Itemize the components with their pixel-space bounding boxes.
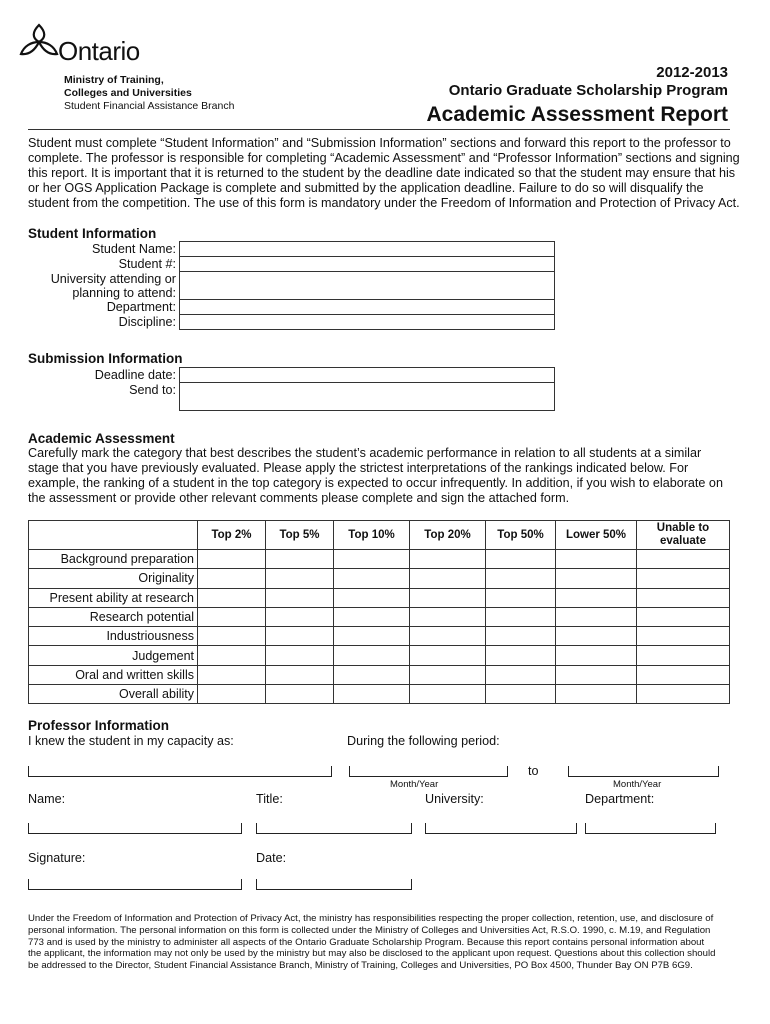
rating-cell-top50[interactable] <box>486 665 556 684</box>
capacity-tick-right <box>331 766 332 777</box>
rating-cell-lower50[interactable] <box>556 588 637 607</box>
trillium-logo-icon <box>18 22 60 64</box>
student-info-table <box>28 241 555 330</box>
rating-cell-top10[interactable] <box>334 627 410 646</box>
date-field[interactable] <box>256 889 411 890</box>
rating-cell-top20[interactable] <box>410 665 486 684</box>
university-field[interactable] <box>180 272 555 300</box>
col-top2: Top 2% <box>198 521 266 550</box>
rating-cell-top2[interactable] <box>198 607 266 626</box>
rating-cell-top5[interactable] <box>266 646 334 665</box>
col-lower50: Lower 50% <box>556 521 637 550</box>
title-field[interactable] <box>256 833 411 834</box>
criterion-label: Overall ability <box>29 685 198 704</box>
student-name-field[interactable] <box>180 242 555 257</box>
rating-cell-top20[interactable] <box>410 588 486 607</box>
date-label: Date: <box>256 851 287 865</box>
department-field-prof[interactable] <box>585 833 715 834</box>
rating-cell-top10[interactable] <box>334 646 410 665</box>
student-number-label: Student #: <box>28 257 180 272</box>
month-year-label-1: Month/Year <box>390 779 439 790</box>
name-field[interactable] <box>28 833 241 834</box>
title-tick-right <box>411 823 412 834</box>
rating-cell-top5[interactable] <box>266 588 334 607</box>
name-label: Name: <box>28 792 66 806</box>
rating-cell-top20[interactable] <box>410 627 486 646</box>
department-row <box>28 300 555 315</box>
period-to-field[interactable] <box>568 776 718 777</box>
table-row <box>29 588 730 607</box>
capacity-field[interactable] <box>28 776 331 777</box>
rating-cell-top20[interactable] <box>410 646 486 665</box>
rating-cell-top5[interactable] <box>266 569 334 588</box>
capacity-label: I knew the student in my capacity as: <box>28 734 234 748</box>
rating-cell-unable[interactable] <box>637 588 730 607</box>
table-row <box>29 646 730 665</box>
university-label <box>28 272 180 300</box>
student-number-row <box>28 257 555 272</box>
rating-cell-top50[interactable] <box>486 569 556 588</box>
rating-cell-top2[interactable] <box>198 685 266 704</box>
table-row <box>29 685 730 704</box>
table-row <box>29 550 730 569</box>
rating-cell-top50[interactable] <box>486 607 556 626</box>
rating-cell-lower50[interactable] <box>556 685 637 704</box>
col-unable-2: evaluate <box>659 535 707 547</box>
deadline-field[interactable] <box>180 368 555 383</box>
deadline-row <box>28 368 555 383</box>
criterion-label: Background preparation <box>29 550 198 569</box>
assessment-grid <box>28 520 730 704</box>
department-tick-right <box>715 823 716 834</box>
university-tick-right <box>576 823 577 834</box>
criterion-label: Industriousness <box>29 627 198 646</box>
rating-cell-top20[interactable] <box>410 685 486 704</box>
rating-cell-unable[interactable] <box>637 685 730 704</box>
criterion-label: Present ability at research <box>29 588 198 607</box>
form-year: 2012-2013 <box>656 64 728 81</box>
rating-cell-top10[interactable] <box>334 685 410 704</box>
table-row <box>29 569 730 588</box>
rating-cell-lower50[interactable] <box>556 646 637 665</box>
rating-cell-top2[interactable] <box>198 569 266 588</box>
student-name-row <box>28 242 555 257</box>
rating-cell-top5[interactable] <box>266 665 334 684</box>
deadline-label: Deadline date: <box>28 368 180 383</box>
university-label-prof: University: <box>425 792 484 806</box>
academic-heading: Academic Assessment <box>28 431 175 446</box>
grid-body <box>29 550 730 704</box>
signature-field[interactable] <box>28 889 241 890</box>
submission-info-heading: Submission Information <box>28 351 183 366</box>
rating-cell-top5[interactable] <box>266 607 334 626</box>
signature-tick-right <box>241 879 242 890</box>
ministry-line-3: Student Financial Assistance Branch <box>64 100 235 112</box>
program-name: Ontario Graduate Scholarship Program <box>448 82 728 99</box>
discipline-label: Discipline: <box>28 315 180 330</box>
student-info-heading: Student Information <box>28 226 157 241</box>
rating-cell-unable[interactable] <box>637 665 730 684</box>
grid-corner <box>29 521 198 550</box>
table-row <box>29 665 730 684</box>
department-label: Department: <box>28 300 180 315</box>
professor-heading: Professor Information <box>28 718 170 733</box>
rating-cell-top10[interactable] <box>334 607 410 626</box>
criterion-label: Research potential <box>29 607 198 626</box>
send-to-field[interactable] <box>180 383 555 411</box>
period-from-tick-right <box>507 766 508 777</box>
rating-cell-unable[interactable] <box>637 569 730 588</box>
rating-cell-top2[interactable] <box>198 665 266 684</box>
ministry-block <box>64 74 234 113</box>
signature-label: Signature: <box>28 851 86 865</box>
privacy-footer: Under the Freedom of Information and Protection of Privacy Act, the ministry has responsibilities respecting the proper collection, retention, use, and disclosure of personal information. The personal information on this form is collected under the Ministry of Colleges and Universities Act, R.S.O. 1990, c. M.19, and Regulation 773 and is used by the ministry to administer all aspects of the Ontario Graduate Scholarship Program. Because this report contains personal information about the applicant, the information may not only be used by the ministry but may also be disclosed to the applicant upon request. Questions about this collection should be addressed to the Director, Student Financial Assistance Branch, Ministry of Training, Colleges and Universities, PO Box 4500, Thunder Bay ON P7B 6G9. <box>28 913 716 972</box>
date-tick-right <box>411 879 412 890</box>
rating-cell-top5[interactable] <box>266 627 334 646</box>
student-number-field[interactable] <box>180 257 555 272</box>
university-field-prof[interactable] <box>425 833 576 834</box>
col-unable-1: Unable to <box>656 522 710 534</box>
university-row <box>28 272 555 300</box>
rating-cell-unable[interactable] <box>637 550 730 569</box>
rating-cell-unable[interactable] <box>637 607 730 626</box>
period-label: During the following period: <box>347 734 500 748</box>
rating-cell-top20[interactable] <box>410 550 486 569</box>
period-to-tick-right <box>718 766 719 777</box>
submission-info-table <box>28 367 555 411</box>
criterion-label: Oral and written skills <box>29 665 198 684</box>
academic-instructions: Carefully mark the category that best describes the student’s academic performance in relation to all students at a similar stage that you have previously evaluated. Please apply the strictest interpretations of the rankings indicated below. For example, the ranking of a student in the top category is expected to occur infrequently. In addition, if you wish to elaborate on the assessment or provide other relevant comments please complete and sign the attached form. <box>28 446 723 505</box>
col-top20: Top 20% <box>410 521 486 550</box>
rating-cell-unable[interactable] <box>637 646 730 665</box>
col-top10: Top 10% <box>334 521 410 550</box>
student-name-label: Student Name: <box>28 242 180 257</box>
form-header <box>426 64 728 128</box>
grid-header-row <box>29 521 730 550</box>
rating-cell-top2[interactable] <box>198 588 266 607</box>
col-unable <box>637 521 730 550</box>
rating-cell-top5[interactable] <box>266 550 334 569</box>
header-divider <box>28 129 730 130</box>
rating-cell-unable[interactable] <box>637 627 730 646</box>
period-from-field[interactable] <box>349 776 507 777</box>
rating-cell-top50[interactable] <box>486 646 556 665</box>
rating-cell-top5[interactable] <box>266 685 334 704</box>
rating-cell-lower50[interactable] <box>556 627 637 646</box>
send-to-row <box>28 383 555 411</box>
title-label: Title: <box>256 792 283 806</box>
rating-cell-top50[interactable] <box>486 685 556 704</box>
rating-cell-top10[interactable] <box>334 550 410 569</box>
rating-cell-top10[interactable] <box>334 588 410 607</box>
col-top5: Top 5% <box>266 521 334 550</box>
discipline-row <box>28 315 555 330</box>
table-row <box>29 607 730 626</box>
name-tick-right <box>241 823 242 834</box>
month-year-label-2: Month/Year <box>613 779 662 790</box>
department-field[interactable] <box>180 300 555 315</box>
logo-text: Ontario <box>58 36 140 66</box>
ministry-line-2: Colleges and Universities <box>64 87 192 99</box>
rating-cell-top20[interactable] <box>410 607 486 626</box>
criterion-label: Judgement <box>29 646 198 665</box>
discipline-field[interactable] <box>180 315 555 330</box>
university-label-2: planning to attend: <box>72 285 176 300</box>
rating-cell-top10[interactable] <box>334 569 410 588</box>
rating-cell-lower50[interactable] <box>556 569 637 588</box>
rating-cell-top10[interactable] <box>334 665 410 684</box>
ministry-line-1: Ministry of Training, <box>64 74 164 86</box>
rating-cell-top50[interactable] <box>486 588 556 607</box>
table-row <box>29 627 730 646</box>
rating-cell-top50[interactable] <box>486 627 556 646</box>
criterion-label: Originality <box>29 569 198 588</box>
col-top50: Top 50% <box>486 521 556 550</box>
rating-cell-top50[interactable] <box>486 550 556 569</box>
rating-cell-top2[interactable] <box>198 627 266 646</box>
send-to-label: Send to: <box>28 383 180 411</box>
department-label-prof: Department: <box>585 792 655 806</box>
rating-cell-top2[interactable] <box>198 550 266 569</box>
period-to-label: to <box>528 764 539 778</box>
intro-text: Student must complete “Student Information” and “Submission Information” sections and forward this report to the professor to complete. The professor is responsible for completing “Academic Assessment” and “Professor Information” sections and signing this report. It is important that it is returned to the student by the deadline date indicated so that the student may ensure that his or her OGS Application Package is complete and submitted by the application deadline. Failure to do so will disqualify the student from the competition. The use of this form is mandatory under the Freedom of Information and Protection of Privacy Act. <box>28 136 740 210</box>
rating-cell-top2[interactable] <box>198 646 266 665</box>
rating-cell-lower50[interactable] <box>556 665 637 684</box>
rating-cell-lower50[interactable] <box>556 550 637 569</box>
rating-cell-lower50[interactable] <box>556 607 637 626</box>
rating-cell-top20[interactable] <box>410 569 486 588</box>
university-label-1: University attending or <box>50 271 176 286</box>
page-title: Academic Assessment Report <box>426 103 728 126</box>
